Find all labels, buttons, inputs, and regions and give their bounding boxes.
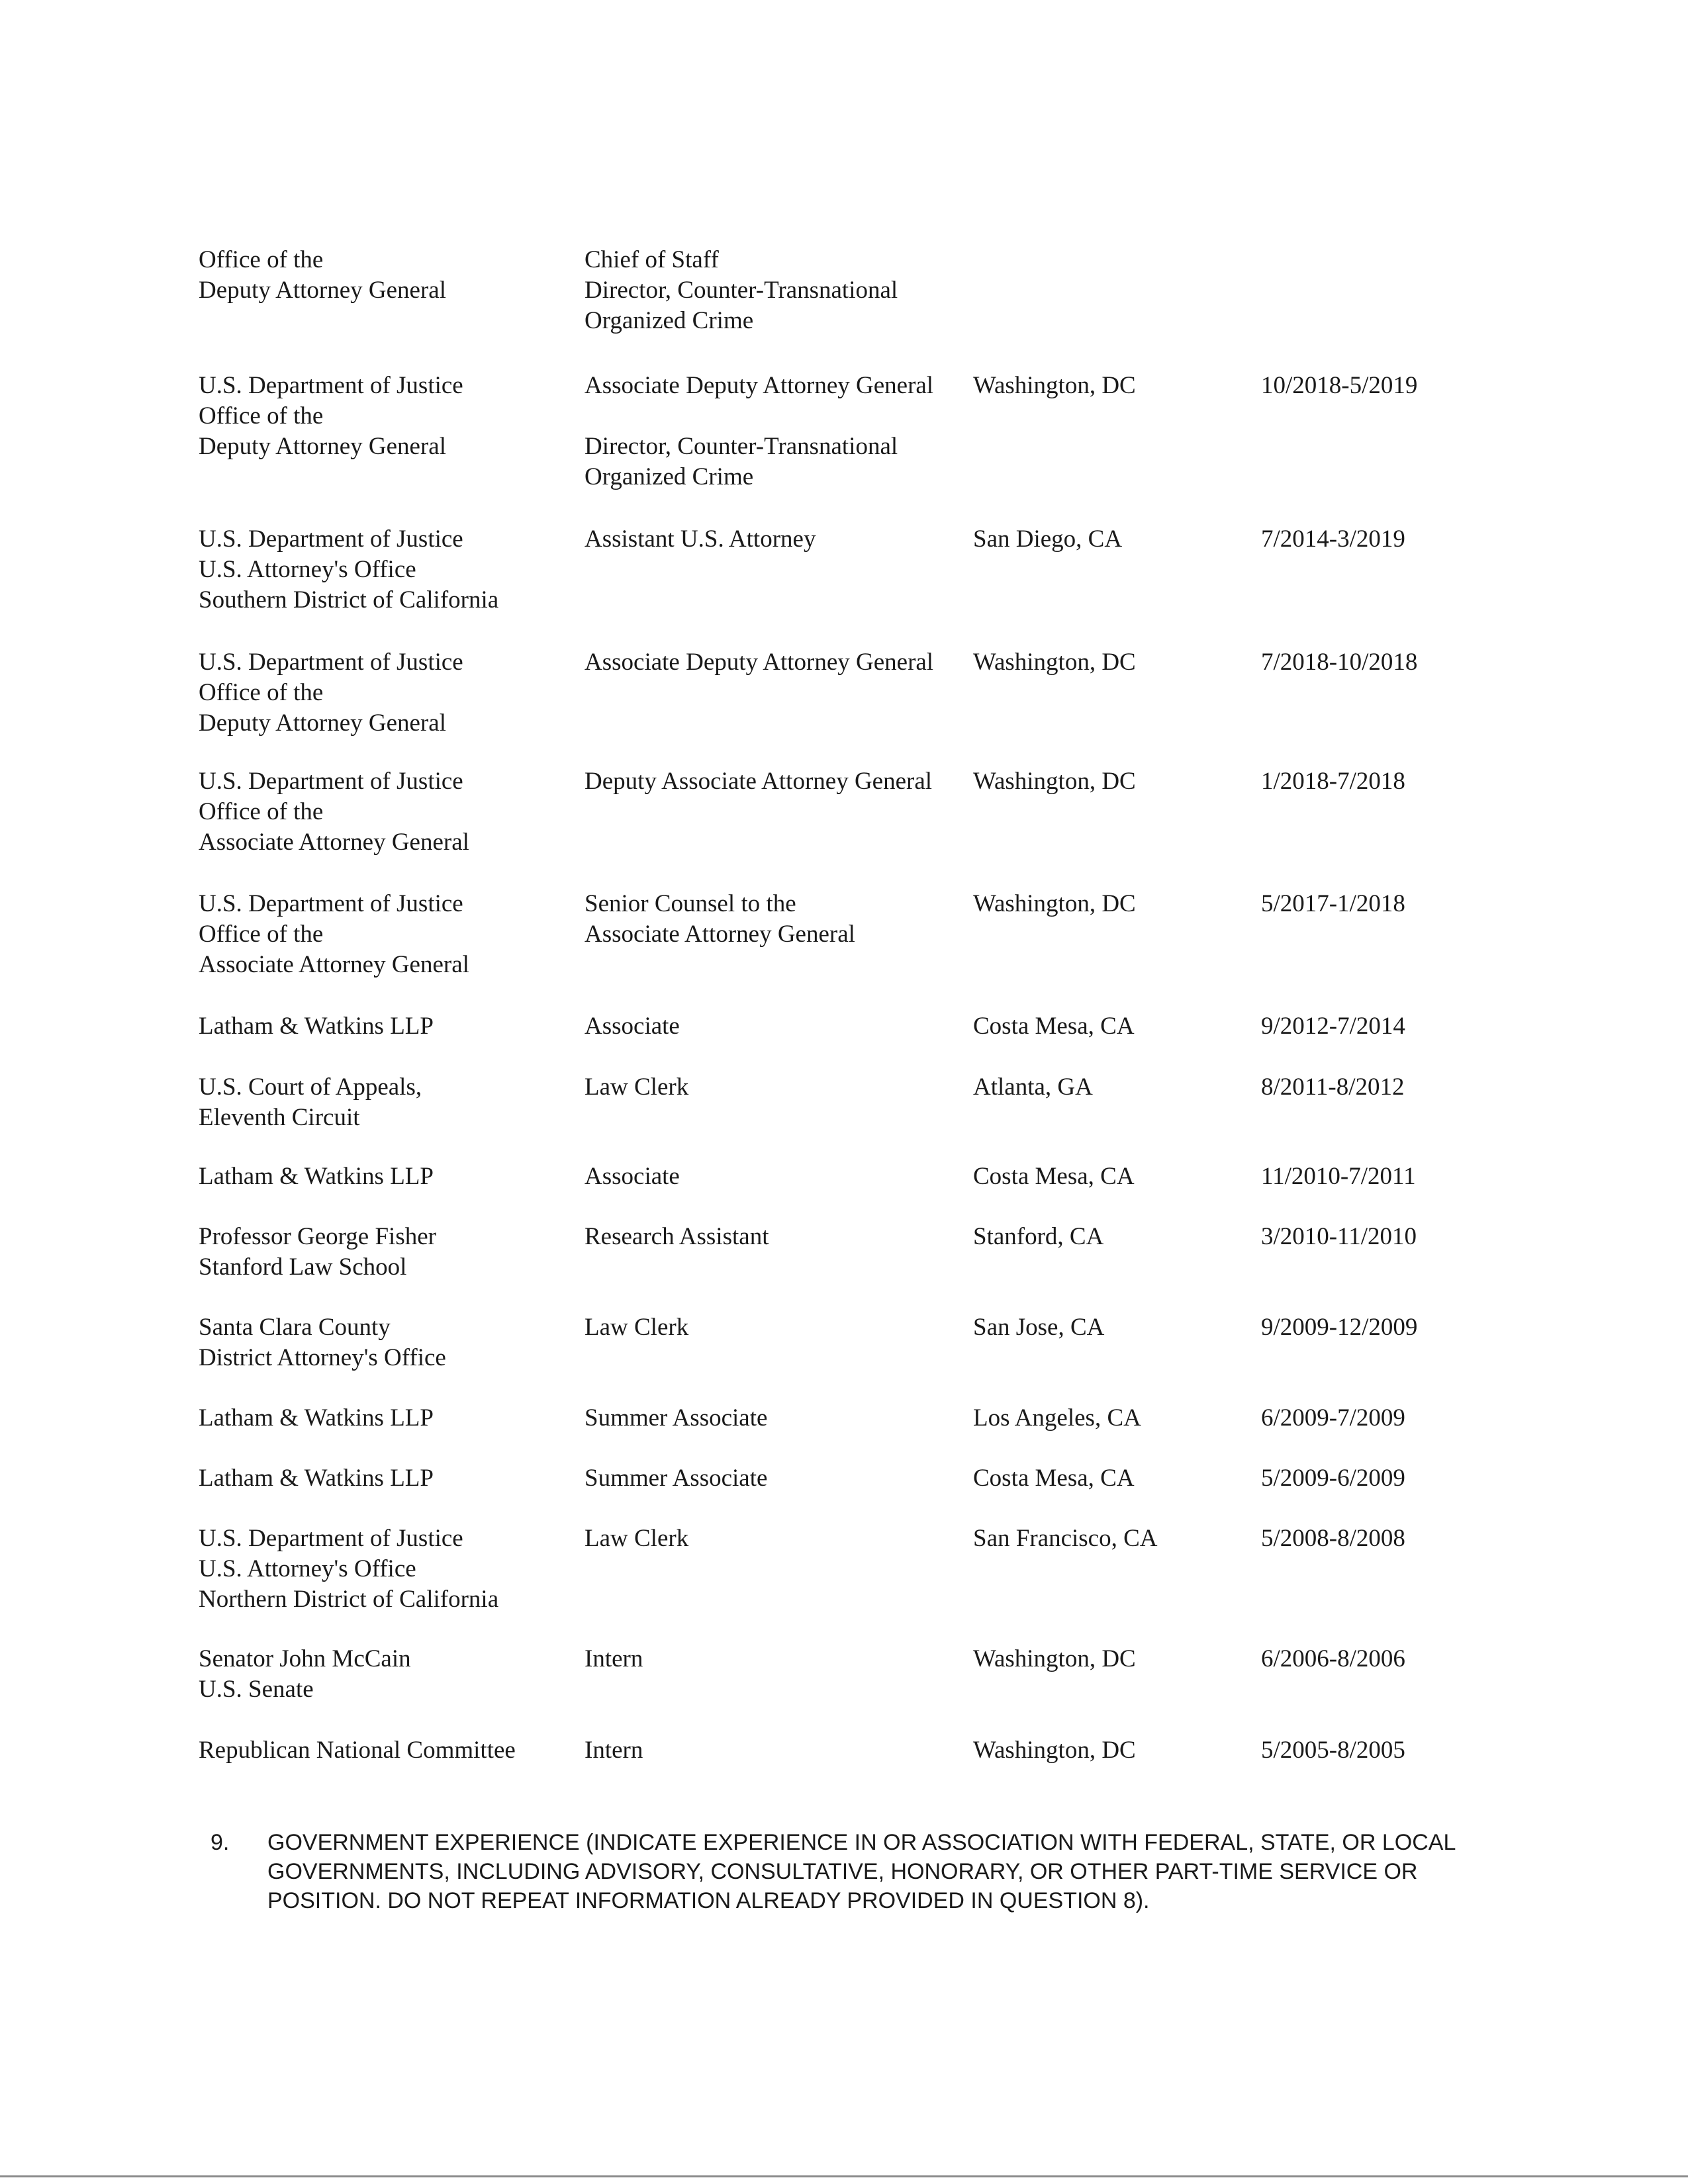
row-8-location: Costa Mesa, CA [973,1163,1135,1190]
row-10-location: San Jose, CA [973,1314,1105,1341]
row-6-title: Associate [585,1013,680,1040]
row-14-location: Washington, DC [973,1645,1136,1672]
row-15-organization: Republican National Committee [199,1737,516,1764]
row-2-organization: U.S. Department of Justice U.S. Attorney's Office Southern District of California [199,525,499,614]
question-9-text: GOVERNMENT EXPERIENCE (INDICATE EXPERIENCE IN OR ASSOCIATION WITH FEDERAL, STATE, OR LOCAL GOVERNMENTS, INCLUDING ADVISORY, CONSULTATIVE, HONORARY, OR OTHER PART-TIME SERVICE OR POSITION. DO NOT REPEAT INFORMATION ALREADY PROVIDED IN QUESTION 8). [267,1830,1456,1913]
row-15-location: Washington, DC [973,1737,1136,1764]
row-7-dates: 8/2011-8/2012 [1261,1073,1405,1101]
row-6-organization: Latham & Watkins LLP [199,1013,434,1040]
row-10-dates: 9/2009-12/2009 [1261,1314,1418,1341]
row-3-location: Washington, DC [973,649,1136,676]
page-bottom-rule [0,2175,1688,2177]
row-9-title: Research Assistant [585,1223,769,1250]
row-2-location: San Diego, CA [973,525,1123,553]
row-10-organization: Santa Clara County District Attorney's Office [199,1314,446,1371]
row-7-organization: U.S. Court of Appeals, Eleventh Circuit [199,1073,422,1131]
row-4-title: Deputy Associate Attorney General [585,768,933,795]
row-14-dates: 6/2006-8/2006 [1261,1645,1405,1672]
row-14-organization: Senator John McCain U.S. Senate [199,1645,411,1703]
row-1-organization: U.S. Department of Justice Office of the Deputy Attorney General [199,372,463,460]
row-9-location: Stanford, CA [973,1223,1104,1250]
row-2-title: Assistant U.S. Attorney [585,525,816,553]
row-13-location: San Francisco, CA [973,1525,1158,1552]
row-12-location: Costa Mesa, CA [973,1465,1135,1492]
row-12-organization: Latham & Watkins LLP [199,1465,434,1492]
row-10-title: Law Clerk [585,1314,689,1341]
row-7-title: Law Clerk [585,1073,689,1101]
row-11-title: Summer Associate [585,1404,768,1432]
row-8-title: Associate [585,1163,680,1190]
row-6-location: Costa Mesa, CA [973,1013,1135,1040]
row-1-location: Washington, DC [973,372,1136,399]
row-5-location: Washington, DC [973,890,1136,917]
row-5-title: Senior Counsel to the Associate Attorney General [585,890,855,948]
row-4-dates: 1/2018-7/2018 [1261,768,1405,795]
row-11-organization: Latham & Watkins LLP [199,1404,434,1432]
row-1-dates: 10/2018-5/2019 [1261,372,1418,399]
row-3-dates: 7/2018-10/2018 [1261,649,1418,676]
row-5-dates: 5/2017-1/2018 [1261,890,1405,917]
question-9-number: 9. [211,1830,230,1855]
row-15-dates: 5/2005-8/2005 [1261,1737,1405,1764]
row-11-location: Los Angeles, CA [973,1404,1141,1432]
row-7-location: Atlanta, GA [973,1073,1093,1101]
row-4-location: Washington, DC [973,768,1136,795]
row-14-title: Intern [585,1645,643,1672]
row-8-organization: Latham & Watkins LLP [199,1163,434,1190]
row-12-title: Summer Associate [585,1465,768,1492]
row-11-dates: 6/2009-7/2009 [1261,1404,1405,1432]
row-4-organization: U.S. Department of Justice Office of the Associate Attorney General [199,768,469,856]
row-3-title: Associate Deputy Attorney General [585,649,934,676]
row-3-organization: U.S. Department of Justice Office of the Deputy Attorney General [199,649,463,737]
row-13-organization: U.S. Department of Justice U.S. Attorney's Office Northern District of California [199,1525,499,1613]
row-13-title: Law Clerk [585,1525,689,1552]
row-9-organization: Professor George Fisher Stanford Law School [199,1223,436,1281]
row-0-title: Chief of Staff Director, Counter-Transnational Organized Crime [585,246,898,334]
row-6-dates: 9/2012-7/2014 [1261,1013,1405,1040]
row-5-organization: U.S. Department of Justice Office of the Associate Attorney General [199,890,469,978]
row-2-dates: 7/2014-3/2019 [1261,525,1405,553]
row-0-organization: Office of the Deputy Attorney General [199,246,446,304]
row-13-dates: 5/2008-8/2008 [1261,1525,1405,1552]
row-1-title: Associate Deputy Attorney General Director, Counter-Transnational Organized Crime [585,372,934,490]
row-12-dates: 5/2009-6/2009 [1261,1465,1405,1492]
row-8-dates: 11/2010-7/2011 [1261,1163,1416,1190]
row-15-title: Intern [585,1737,643,1764]
row-9-dates: 3/2010-11/2010 [1261,1223,1417,1250]
